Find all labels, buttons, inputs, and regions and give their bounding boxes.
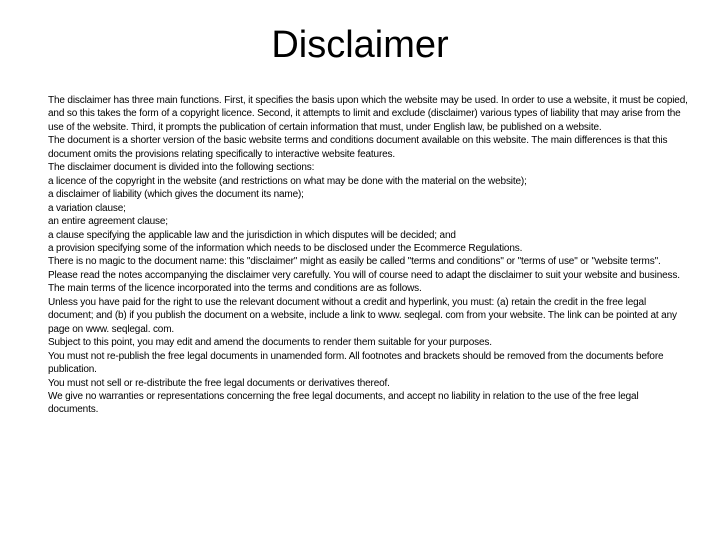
- disclaimer-body: [48, 94, 688, 417]
- paragraph-no-republish: You must not re-publish the free legal documents in unamended form. All footnotes and brackets should be removed from the documents before publication.: [48, 350, 664, 376]
- section-item-variation: a variation clause;: [48, 202, 126, 214]
- page-title: Disclaimer: [271, 24, 449, 66]
- paragraph-no-sell: You must not sell or re-distribute the free legal documents or derivatives thereof.: [48, 377, 390, 389]
- paragraph-credit-hyperlink: Unless you have paid for the right to use the relevant document without a credit and hyperlink, you must: (a) retain the credit in the free legal document; and (b) if you publish the document on a website, include a link to www. seqlegal. com from your website. The link can be pointed at any page on www. seqlegal. com.: [48, 296, 677, 335]
- section-item-ecommerce: a provision specifying some of the information which needs to be disclosed under the Ecommerce Regulations.: [48, 242, 523, 254]
- paragraph-edit-amend: Subject to this point, you may edit and amend the documents to render them suitable for your purposes.: [48, 337, 492, 349]
- paragraph-sections-intro: The disclaimer document is divided into the following sections:: [48, 162, 315, 174]
- paragraph-licence-terms: The main terms of the licence incorporated into the terms and conditions are as follows.: [48, 283, 422, 295]
- section-item-licence: a licence of the copyright in the website (and restrictions on what may be done with the material on the website);: [48, 175, 527, 187]
- section-item-applicable-law: a clause specifying the applicable law and the jurisdiction in which disputes will be decided; and: [48, 229, 456, 241]
- paragraph-no-warranties: We give no warranties or representations concerning the free legal documents, and accept no liability in relation to the use of the free legal documents.: [48, 390, 639, 416]
- paragraph-read-notes: Please read the notes accompanying the disclaimer very carefully. You will of course need to adapt the disclaimer to suit your website and business.: [48, 269, 680, 281]
- section-item-entire-agreement: an entire agreement clause;: [48, 216, 168, 228]
- paragraph-functions: The disclaimer has three main functions. First, it specifies the basis upon which the website may be used. In order to use a website, it must be copied, and so this takes the form of a copyright licence. Second, it attempts to limit and exclude (disclaimer) various types of liability that may arise from the use of the website. Third, it prompts the publication of certain information that must, under English law, be published on a website.: [48, 95, 688, 133]
- section-item-liability: a disclaimer of liability (which gives the document its name);: [48, 189, 304, 201]
- paragraph-document-name: There is no magic to the document name: this "disclaimer" might as easily be called "terms and conditions" or "terms of use" or "website terms".: [48, 256, 661, 268]
- paragraph-shorter-version: The document is a shorter version of the basic website terms and conditions document available on this website. The main differences is that this document omits the provisions relating specifically to interactive website features.: [48, 135, 668, 160]
